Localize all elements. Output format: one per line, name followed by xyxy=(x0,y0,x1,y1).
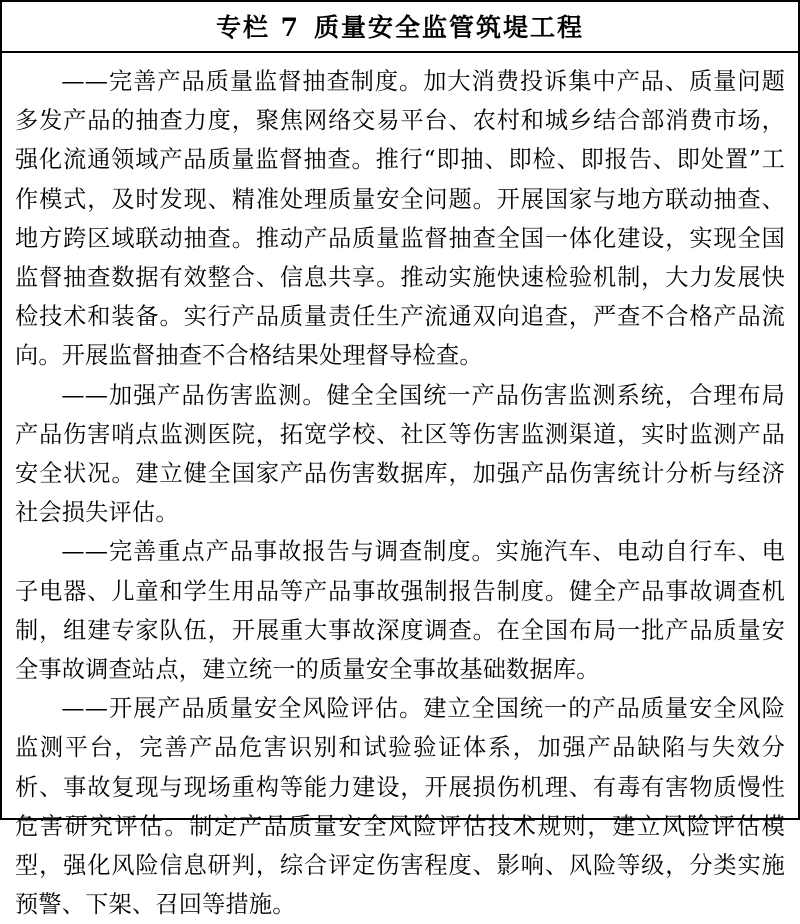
paragraph-1: ——完善产品质量监督抽查制度。加大消费投诉集中产品、质量问题多发产品的抽查力度，聚焦网络交易平台、农村和城乡结合部消费市场，强化流通领域产品质量监督抽查。推行“即抽、即检、即报告、即处置”工作模式，及时发现、精准处理质量安全问题。开展国家与地方联动抽查、地方跨区域联动抽查。推动产品质量监督抽查全国一体化建设，实现全国监督抽查数据有效整合、信息共享。推动实施快速检验机制，大力发展快检技术和装备。实行产品质量责任生产流通双向追查，严查不合格产品流向。开展监督抽查不合格结果处理督导检查。 xyxy=(15,68,785,370)
box-body xyxy=(2,53,798,924)
box-title xyxy=(2,2,798,53)
box-title-number: 专栏 7 xyxy=(215,13,301,42)
paragraph-4: ——开展产品质量安全风险评估。建立全国统一的产品质量安全风险监测平台，完善产品危害识别和试验验证体系，加强产品缺陷与失效分析、事故复现与现场重构等能力建设，开展损伤机理、有毒有害物质慢性危害研究评估。制定产品质量安全风险评估技术规则，建立风险评估模型，强化风险信息研判，综合评定伤害程度、影响、风险等级，分类实施预警、下架、召回等措施。 xyxy=(15,695,785,919)
paragraph-3: ——完善重点产品事故报告与调查制度。实施汽车、电动自行车、电子电器、儿童和学生用品等产品事故强制报告制度。健全产品事故调查机制，组建专家队伍，开展重大事故深度调查。在全国布局一批产品质量安全事故调查站点，建立统一的质量安全事故基础数据库。 xyxy=(15,538,785,684)
paragraph-2: ——加强产品伤害监测。健全全国统一产品伤害监测系统，合理布局产品伤害哨点监测医院，拓宽学校、社区等伤害监测渠道，实时监测产品安全状况。建立健全国家产品伤害数据库，加强产品伤害统计分析与经济社会损失评估。 xyxy=(15,381,785,527)
box-title-text: 质量安全监管筑堤工程 xyxy=(314,13,585,42)
